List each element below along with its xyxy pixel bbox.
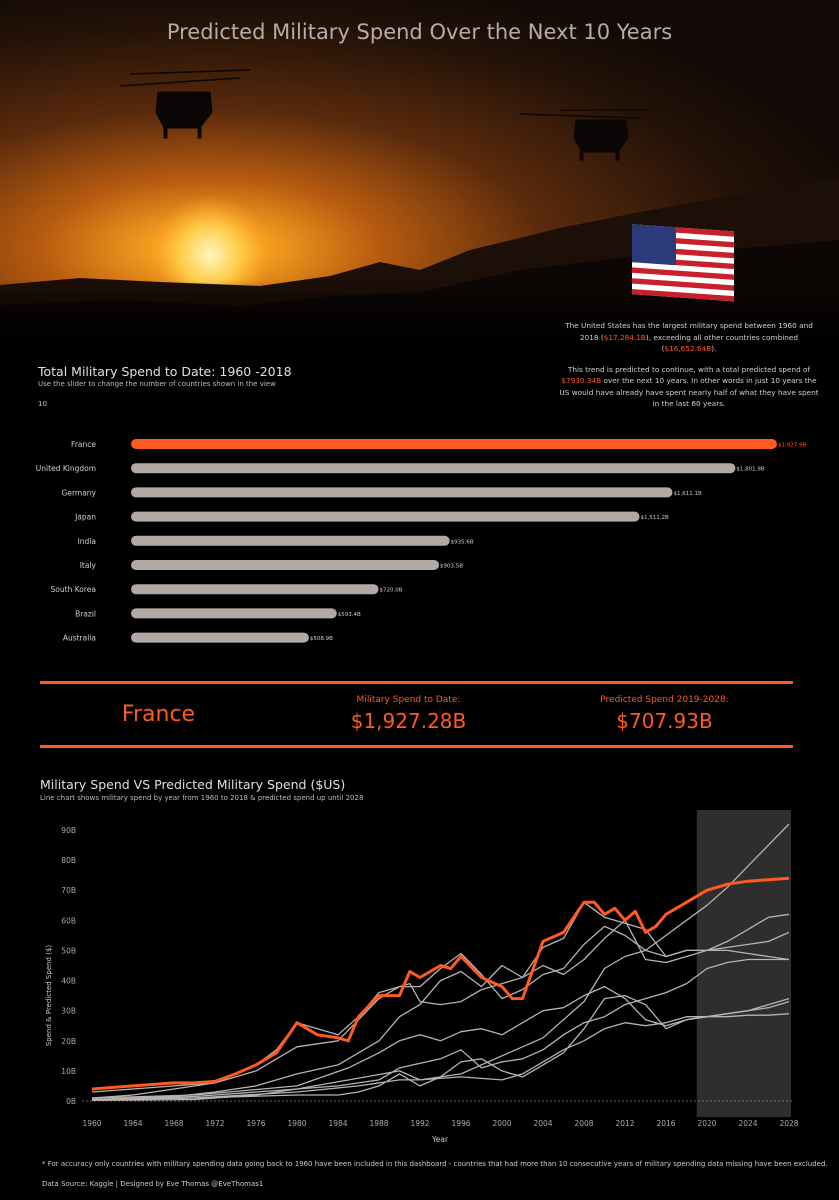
bar-chart-title: Total Military Spend to Date: 1960 -2018 [38,364,292,379]
x-tick-label: 2000 [492,1119,512,1128]
x-tick-label: 2016 [656,1119,676,1128]
x-axis-label: Year [432,1135,448,1144]
bar-category-label: United Kingdom [35,464,96,474]
bar-chart [0,430,839,650]
y-tick-label: 50B [61,946,76,956]
x-tick-label: 2012 [615,1119,635,1128]
bar-value-label: $903.5B [440,563,464,570]
x-tick-label: 1972 [205,1119,225,1128]
line-chart-subtitle: Line chart shows military spend by year from 1960 to 2018 & predicted spend up until 2028 [40,794,364,802]
us-summary-text: The United States has the largest military spend between 1960 and 2018 ($17,284.1B), exceeding all other countries combined ($16,652.64B). This trend is predicted to continue, with a total predicted spend of $7930.34B over the next 10 years. In other words in just 10 years the US would have already have spent nearly half of what they have spent in the last 60 years. [559,321,819,408]
line-chart [0,800,839,1152]
bar-category-label: India [77,536,96,546]
footnote: * For accuracy only countries with military spending data going back to 1960 have been included in this dashboard - countries that had more than 10 consecutive years of military spending data missing have been excluded. [42,1160,828,1168]
bar-value-label: $1,927.9B [778,442,807,449]
x-tick-label: 2024 [738,1119,758,1128]
separator-bottom [40,745,793,748]
y-tick-label: 70B [61,886,76,896]
y-tick-label: 60B [61,916,76,926]
bar-value-label: $935.6B [450,539,474,546]
x-tick-label: 1976 [246,1119,266,1128]
x-tick-label: 1992 [410,1119,430,1128]
series-line-australia[interactable] [92,1014,789,1100]
x-tick-label: 1964 [123,1119,143,1128]
x-tick-label: 1984 [328,1119,348,1128]
y-tick-label: 10B [61,1066,76,1076]
bar-chart-subtitle: Use the slider to change the number of countries shown in the view [38,380,276,388]
spend-to-date-kpi [290,695,527,733]
selected-country: France [121,702,196,727]
bar-value-label: $720.0B [379,587,403,594]
spend-to-date-label: Military Spend to Date: [356,695,461,705]
x-tick-label: 1996 [451,1119,471,1128]
us-predicted-spend: $7930.34B [561,376,602,385]
other-countries-total: $16,652.64B [664,344,712,353]
y-tick-label: 30B [61,1006,76,1016]
predicted-spend-value: $707.93B [616,709,713,733]
x-tick-label: 1960 [82,1119,102,1128]
series-line-united-kingdom[interactable] [92,902,789,1092]
x-tick-label: 1968 [164,1119,184,1128]
bar-value-label: $593.4B [337,611,361,618]
bar-category-label: France [71,440,96,449]
predicted-spend-label: Predicted Spend 2019-2028: [600,695,729,705]
hero-banner-image [0,0,839,345]
page-title: Predicted Military Spend Over the Next 10 Years [166,20,673,44]
series-line-germany[interactable] [92,926,789,1098]
series-line-france[interactable] [92,878,789,1089]
y-axis-label: Spend & Predicted Spend ($) [45,944,53,1047]
x-tick-label: 1980 [287,1119,307,1128]
credits: Data Source: Kaggle | Designed by Eve Thomas @EveThomas1 [42,1180,264,1188]
bar-category-label: Italy [79,561,96,570]
x-tick-label: 2004 [533,1119,553,1128]
us-total-spend: $17,284.1B [603,332,646,342]
y-tick-label: 80B [61,856,76,866]
bar-value-label: $1,611.1B [673,490,702,497]
x-tick-label: 1988 [369,1119,389,1128]
y-tick-label: 90B [61,826,76,835]
predicted-spend-kpi [546,695,783,733]
line-chart-title: Military Spend VS Predicted Military Spend ($US) [40,777,346,792]
bar-category-label: South Korea [50,585,96,595]
bar-category-label: Australia [62,633,96,643]
separator-top [40,681,793,684]
bar-value-label: $1,801.9B [736,466,765,473]
bar-category-label: Brazil [75,609,96,619]
forecast-band [697,810,791,1117]
y-tick-label: 0B [66,1097,76,1106]
x-tick-label: 2028 [779,1119,799,1128]
country-count-slider-value[interactable]: 10 [38,400,47,408]
x-tick-label: 2008 [574,1119,594,1128]
x-tick-label: 2020 [697,1119,717,1128]
series-line-japan[interactable] [92,914,789,1099]
spend-to-date-value: $1,927.28B [350,709,467,733]
us-flag-icon [632,224,734,301]
bar-value-label: $1,511.2B [640,515,669,522]
y-tick-label: 20B [61,1036,76,1046]
y-tick-label: 40B [61,976,76,986]
bar-category-label: Japan [75,512,96,522]
bar-value-label: $508.9B [309,636,333,643]
bar-category-label: Germany [61,488,96,498]
